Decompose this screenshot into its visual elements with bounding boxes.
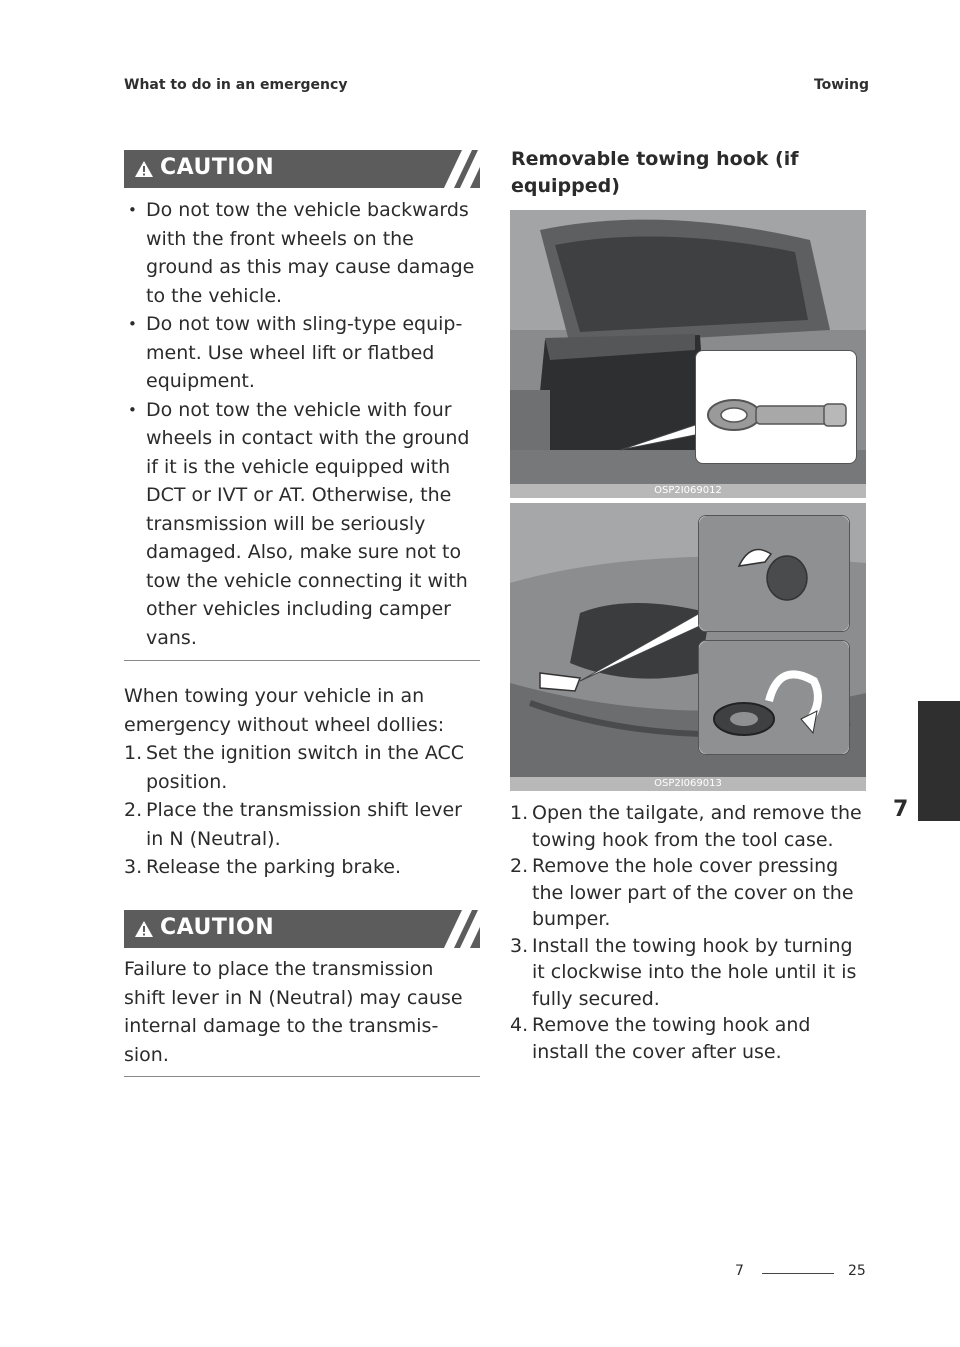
caution-text: Failure to place the transmission shift lever in N (Neutral) may cause internal damage to the transmis- sion. — [124, 958, 463, 1066]
warning-triangle-icon — [134, 160, 154, 178]
figure-code: OSP2I069013 — [510, 777, 866, 791]
step-number: 1. — [124, 742, 143, 764]
list-item — [510, 933, 866, 1013]
step-text: Place the transmission shift lever in N (Neutral). — [146, 799, 462, 850]
step-text: Remove the towing hook and install the cover after use. — [532, 1014, 811, 1063]
towing-steps-list — [124, 739, 480, 882]
caution-title: CAUTION — [160, 155, 275, 180]
list-item — [510, 800, 866, 853]
towing-hook-icon — [696, 351, 856, 463]
hole-cover-inset — [698, 515, 850, 632]
footer-chapter: 7 — [735, 1263, 744, 1279]
step-text: Open the tailgate, and remove the towing hook from the tool case. — [532, 802, 862, 851]
caution-stripes — [420, 150, 480, 188]
section-title: Removable towing hook (if equipped) — [511, 148, 799, 197]
list-item — [510, 853, 866, 933]
tailgate-figure — [510, 210, 866, 498]
list-item — [124, 739, 480, 796]
list-item — [124, 796, 480, 853]
caution-banner — [124, 150, 480, 188]
divider — [124, 660, 480, 661]
step-text: Release the parking brake. — [146, 856, 402, 878]
step-text: Remove the hole cover pressing the lower part of the cover on the bumper. — [532, 855, 854, 930]
hole-cover-icon — [699, 516, 849, 631]
warning-triangle-icon — [134, 920, 154, 938]
caution-bullet: • Do not tow with sling-type equip- ment. Use wheel lift or flatbed equipment. — [124, 310, 480, 396]
towing-hook-inset — [695, 350, 857, 464]
caution-bullet-list — [124, 196, 480, 652]
intro-paragraph: When towing your vehicle in an emergency without wheel dollies: — [124, 685, 445, 736]
chapter-tab-number: 7 — [893, 797, 909, 822]
caution-stripes — [420, 910, 480, 948]
divider — [124, 1076, 480, 1077]
step-number: 3. — [510, 934, 529, 957]
step-number: 2. — [510, 855, 529, 877]
list-item — [124, 853, 480, 882]
clockwise-arrow-icon — [699, 641, 849, 754]
chapter-tab — [918, 701, 960, 821]
step-number: 2. — [124, 799, 143, 821]
caution-title: CAUTION — [160, 915, 275, 940]
hook-steps-list — [510, 800, 866, 1065]
figure-code: OSP2I069012 — [510, 484, 866, 498]
step-number: 1. — [510, 802, 529, 824]
footer-divider — [762, 1273, 834, 1274]
caution-banner — [124, 910, 480, 948]
header-topic-title: Towing — [813, 77, 869, 93]
caution-bullet: • Do not tow the vehicle with four wheels in contact with the ground if it is the vehicle equipped with DCT or IVT or AT. Otherwise, the transmission will be seriously damaged. Also, make sure not to tow the vehicle connecting it with other vehicles including camper vans. — [124, 396, 480, 653]
step-number: 3. — [124, 856, 143, 878]
list-item — [510, 1012, 866, 1065]
header-section-title: What to do in an emergency — [124, 77, 348, 93]
bumper-figure — [510, 503, 866, 791]
step-number: 4. — [510, 1014, 529, 1036]
step-text: Install the towing hook by turning it clockwise into the hole until it is fully secured. — [532, 934, 857, 1010]
caution-bullet: • Do not tow the vehicle backwards with the front wheels on the ground as this may cause damage to the vehicle. — [124, 196, 480, 310]
page-number: 25 — [848, 1263, 866, 1279]
hook-install-inset — [698, 640, 850, 755]
step-text: Set the ignition switch in the ACC position. — [146, 742, 465, 793]
